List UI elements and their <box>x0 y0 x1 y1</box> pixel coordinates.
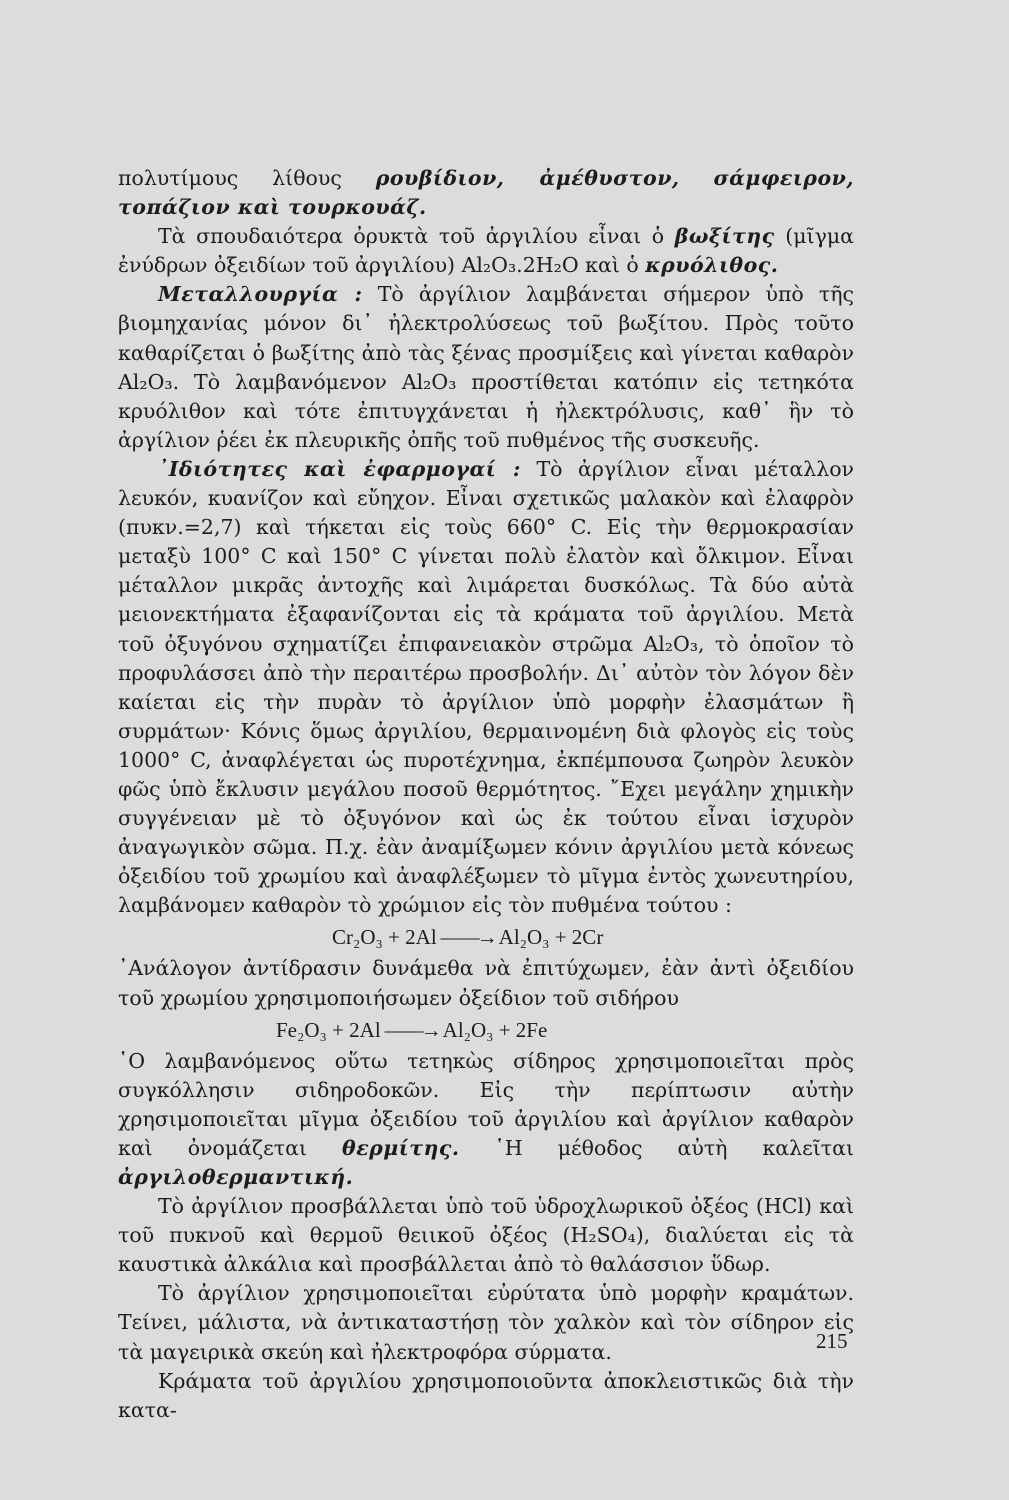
text-run: Τὸ ἀργίλιον εἶναι μέταλλον λευκόν, κυανίζον καὶ εὔηχον. Εἶναι σχετικῶς μαλακὸν καὶ ἐλαφρὸν (πυκν.=2,7) καὶ τήκεται εἰς τοὺς 660° C. Εἰς τὴν θερμοκρασίαν μεταξὺ 100° C καὶ 150° C γίνεται πολὺ ἐλατὸν καὶ ὄλκιμον. Εἶναι μέταλλον μικρᾶς ἀντοχῆς καὶ λιμάρεται δυσκόλως. Τὰ δύο αὐτὰ μειονεκτήματα ἐξαφανίζονται εἰς τὰ κράματα τοῦ ἀργιλίου. Μετὰ τοῦ ὀξυγόνου σχηματίζει ἐπιφανειακὸν στρῶμα Al₂O₃, τὸ ὁποῖον τὸ προφυλάσσει ἀπὸ τὴν περαιτέρω προσβολήν. Δι᾽ αὐτὸν τὸν λόγον δὲν καίεται εἰς τὴν πυρὰν τὸ ἀργίλιον ὑπὸ μορφὴν ἐλασμάτων ἢ συρμάτων· Κόνις ὅμως ἀργιλίου, θερμαινομένη διὰ φλογὸς εἰς τοὺς 1000° C, ἀναφλέγεται ὡς πυροτέχνημα, ἐκπέμπουσα ζωηρὸν λευκὸν φῶς ὑπὸ ἔκλυσιν μεγάλου ποσοῦ θερμότητος. ῎Εχει μεγάλην χημικὴν συγγένειαν μὲ τὸ ὀξυγόνον καὶ ὡς ἐκ τούτου εἶναι ἰσχυρὸν ἀναγωγικὸν σῶμα. Π.χ. ἐὰν ἀναμίξωμεν κόνιν ἀργιλίου μετὰ κόνεως ὀξειδίου τοῦ χρωμίου καὶ ἀναφλέξωμεν τὸ μῖγμα ἐντὸς χωνευτηρίου, λαμβάνομεν καθαρὸν τὸ χρώμιον εἰς τὸν πυθμένα τούτου : <box>118 456 854 918</box>
section-heading-properties: ᾽Ιδιότητες καὶ ἐφαρμογαί : <box>158 456 521 481</box>
equation-reactants: Fe₂O₃ + 2Al <box>276 1017 381 1042</box>
text-run: Τὰ σπουδαιότερα ὀρυκτὰ τοῦ ἀργιλίου εἶναι ὁ <box>158 224 675 249</box>
term-aluminothermy: ἀργιλοθερμαντική. <box>118 1165 354 1189</box>
text-run: πολυτίμους λίθους <box>118 166 376 190</box>
paragraph-gems <box>118 164 854 222</box>
equation-iron <box>118 1013 854 1047</box>
emphasized-term: σάμφειρον, τοπάζιον καὶ τουρκουάζ. <box>118 166 854 220</box>
term-bauxite: βωξίτης <box>674 224 775 249</box>
text-run <box>680 166 714 190</box>
equation-products: Al₂O₃ + 2Fe <box>442 1017 548 1042</box>
term-cryolite: κρυόλιθος. <box>645 253 779 278</box>
paragraph-properties <box>118 455 854 921</box>
emphasized-term: ρουβίδιον, ἀμέθυστον, <box>375 166 680 190</box>
paragraph-analogous: ᾽Ανάλογον ἀντίδρασιν δυνάμεθα νὰ ἐπιτύχωμεν, ἐὰν ἀντὶ ὀξειδίου τοῦ χρωμίου χρησιμοποιήσωμεν ὀξείδιον τοῦ σιδήρου <box>118 956 854 1010</box>
term-thermite: θερμίτης. <box>342 1135 460 1160</box>
page-number: 215 <box>816 1329 848 1353</box>
reaction-arrow: ——→ <box>440 925 495 950</box>
text-run: Τὸ ἀργίλιον λαμβάνεται σήμερον ὑπὸ τῆς βιομηχανίας μόνον δι᾽ ἠλεκτρολύσεως τοῦ βωξίτου. Πρὸς τοῦτο καθαρίζεται ὁ βωξίτης ἀπὸ τὰς ξένας προσμίξεις καὶ γίνεται καθαρὸν Al₂O₃. Τὸ λαμβανόμενον Al₂O₃ προστίθεται κατόπιν εἰς τετηκότα κρυόλιθον καὶ τότε ἐπιτυγχάνεται ἡ ἠλεκτρόλυσις, καθ᾽ ἣν τὸ ἀργίλιον ῥέει ἐκ πλευρικῆς ὀπῆς τοῦ πυθμένος τῆς συσκευῆς. <box>118 282 855 452</box>
paragraph-alloys: Τὸ ἀργίλιον χρησιμοποιεῖται εὐρύτατα ὑπὸ μορφὴν κραμάτων. Τείνει, μάλιστα, νὰ ἀντικαταστήσῃ τὸν χαλκὸν καὶ τὸν σίδηρον εἰς τὰ μαγειρικὰ σκεύη καὶ ἠλεκτροφόρα σύρματα. <box>118 1281 854 1364</box>
paragraph-thermite <box>118 1047 854 1192</box>
paragraph-acids: Τὸ ἀργίλιον προσβάλλεται ὑπὸ τοῦ ὑδροχλωρικοῦ ὀξέος (HCl) καὶ τοῦ πυκνοῦ καὶ θερμοῦ θειικοῦ ὀξέος (H₂SO₄), διαλύεται εἰς τὰ καυστικὰ ἀλκάλια καὶ προσβάλλεται ἀπὸ τὸ θαλάσσιον ὕδωρ. <box>118 1194 854 1277</box>
text-run: (μῖγμα ἐνύδρων ὀξειδίων τοῦ ἀργιλίου) Al₂O₃.2H₂O καὶ ὁ <box>118 224 854 278</box>
equation-products: Al₂O₃ + 2Cr <box>498 925 604 950</box>
paragraph-alloys-continued: Κράματα τοῦ ἀργιλίου χρησιμοποιοῦντα ἀποκλειστικῶς διὰ τὴν κατα- <box>118 1368 854 1422</box>
text-run: ῾Ο λαμβανόμενος οὕτω τετηκὼς σίδηρος χρησιμοποιεῖται πρὸς συγκόλλησιν σιδηροδοκῶν. Εἰς τὴν περίπτωσιν αὐτὴν χρησιμοποιεῖται μῖγμα ὀξειδίου τοῦ ἀργιλίου καὶ ἀργίλιον καθαρὸν καὶ ὀνομάζεται <box>118 1048 854 1160</box>
paragraph-minerals <box>118 222 854 280</box>
body-text <box>118 164 854 1425</box>
reaction-arrow: ——→ <box>384 1017 439 1042</box>
text-run: ῾Η μέθοδος αὐτὴ καλεῖται <box>459 1135 854 1160</box>
equation-reactants: Cr₂O₃ + 2Al <box>332 925 437 950</box>
equation-chromium <box>118 920 854 954</box>
paragraph-metallurgy <box>118 280 854 455</box>
section-heading-metallurgy: Μεταλλουργία : <box>158 282 363 307</box>
